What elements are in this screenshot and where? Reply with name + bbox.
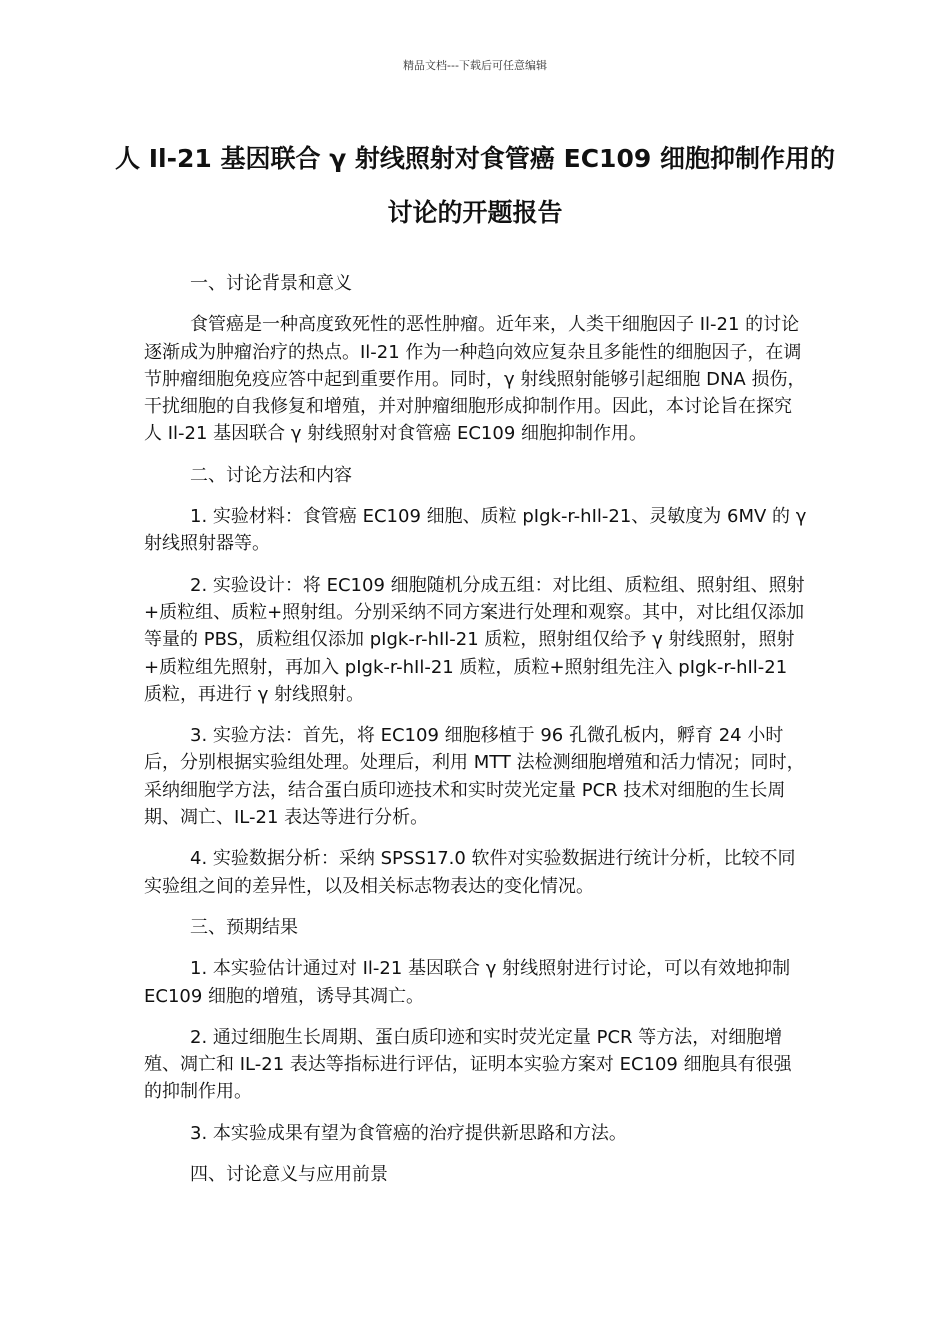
paragraph-design: 2. 实验设计：将 EC109 细胞随机分成五组：对比组、质粒组、照射组、照射+质粒组、质粒+照射组。分别采纳不同方案进行处理和观察。其中，对比组仅添加等量的 PBS，质粒组仅添加 pIgk-r-hIl-21 质粒，照射组仅给予 γ 射线照射，照射+质粒组先照射，再加入 pIgk-r-hIl-21 质粒，质粒+照射组先注入 pIgk-r-hIl-21 质粒，再进行 γ 射线照射。: [144, 574, 805, 705]
document-title: 人 Il-21 基因联合 γ 射线照射对食管癌 EC109 细胞抑制作用的讨论的开题报告: [115, 144, 835, 227]
paragraph-background: 食管癌是一种高度致死性的恶性肿瘤。近年来，人类干细胞因子 Il-21 的讨论逐渐成为肿瘤治疗的热点。Il-21 作为一种趋向效应复杂且多能性的细胞因子，在调节肿瘤细胞免疫应答中起到重要作用。同时，γ 射线照射能够引起细胞 DNA 损伤，干扰细胞的自我修复和增殖，并对肿瘤细胞形成抑制作用。因此，本讨论旨在探究人 Il-21 基因联合 γ 射线照射对食管癌 EC109 细胞抑制作用。: [144, 314, 806, 445]
section-heading-significance: 四、讨论意义与应用前景: [190, 1164, 388, 1186]
section-heading-background: 一、讨论背景和意义: [190, 273, 352, 294]
paragraph-analysis: 4. 实验数据分析：采纳 SPSS17.0 软件对实验数据进行统计分析，比较不同实验组之间的差异性，以及相关标志物表达的变化情况。: [144, 848, 796, 897]
section-heading-methods: 二、讨论方法和内容: [190, 464, 352, 486]
section-heading-expected-results: 三、预期结果: [190, 916, 298, 938]
paragraph-methods: 3. 实验方法：首先，将 EC109 细胞移植于 96 孔微孔板内，孵育 24 小时后，分别根据实验组处理。处理后，利用 MTT 法检测细胞增殖和活力情况；同时，采纳细胞学方法，结合蛋白质印迹技术和实时荧光定量 PCR 技术对细胞的生长周期、凋亡、IL-21 表达等进行分析。: [144, 725, 805, 829]
paragraph-result-3: 3. 本实验成果有望为食管癌的治疗提供新思路和方法。: [190, 1122, 627, 1144]
header-note: 精品文档---下载后可任意编辑: [403, 59, 547, 72]
paragraph-result-2: 2. 通过细胞生长周期、蛋白质印迹和实时荧光定量 PCR 等方法，对细胞增殖、凋亡和 IL-21 表达等指标进行评估，证明本实验方案对 EC109 细胞具有很强的抑制作用。: [144, 1026, 792, 1103]
paragraph-result-1: 1. 本实验估计通过对 Il-21 基因联合 γ 射线照射进行讨论，可以有效地抑制 EC109 细胞的增殖，诱导其凋亡。: [144, 958, 791, 1007]
document-body: [144, 270, 808, 1202]
paragraph-materials: 1. 实验材料：食管癌 EC109 细胞、质粒 pIgk-r-hIl-21、灵敏度为 6MV 的 γ 射线照射器等。: [144, 506, 807, 555]
